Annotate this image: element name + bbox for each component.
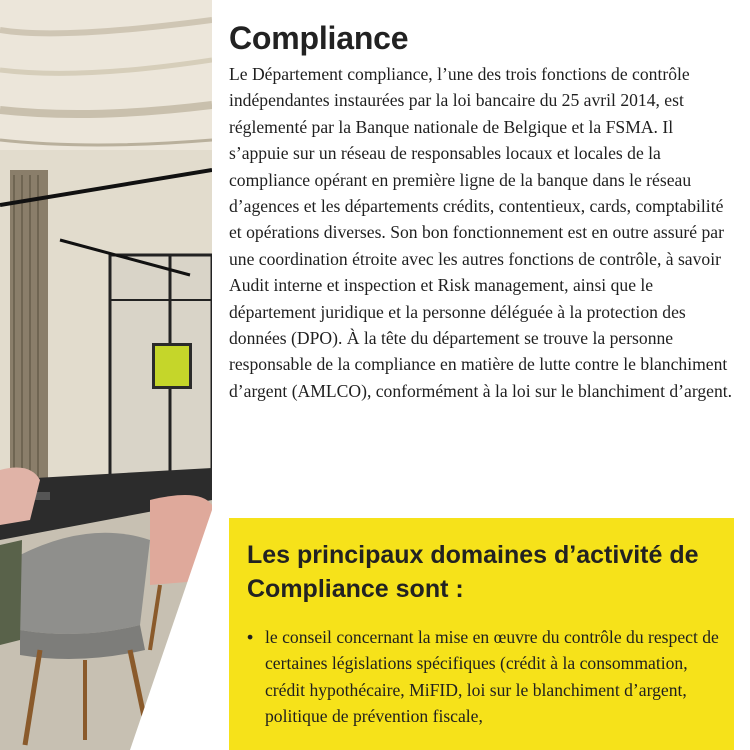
highlight-box bbox=[229, 518, 734, 750]
activity-list bbox=[247, 624, 720, 730]
article bbox=[229, 20, 734, 404]
office-photo-illustration bbox=[0, 0, 212, 750]
bullet-icon: • bbox=[247, 627, 254, 647]
office-photo bbox=[0, 0, 212, 750]
list-item bbox=[247, 624, 720, 730]
page-title: Compliance bbox=[229, 20, 409, 56]
list-item-text: le conseil concernant la mise en œuvre du contrôle du respect de certaines législations spécifiques (crédit à la consommation, crédit hypothécaire, MiFID, loi sur le blanchiment d’argent, politique de prévention fiscale, bbox=[265, 627, 719, 727]
highlight-heading: Les principaux domaines d’activité de Compliance sont : bbox=[247, 541, 699, 603]
article-paragraph: Le Département compliance, l’une des trois fonctions de contrôle indépendantes instaurées par la loi bancaire du 25 avril 2014, est réglementé par la Banque nationale de Belgique et la FSMA. Il s’appuie sur un réseau de responsables locaux et locales de la compliance opérant en première ligne de la banque dans le réseau d’agences et les départements crédits, contentieux, cards, comptabilité et opérations diverses. Son bon fonctionnement est en outre assuré par une coordination étroite avec les autres fonctions de contrôle, à savoir Audit interne et inspection et Risk management, ainsi que le département juridique et la personne déléguée à la protection des données (DPO). À la tête du département se trouve la personne responsable de la compliance en matière de lutte contre le blanchiment d’argent (AMLCO), conformément à la loi sur le blanchiment d’argent. bbox=[229, 64, 733, 401]
